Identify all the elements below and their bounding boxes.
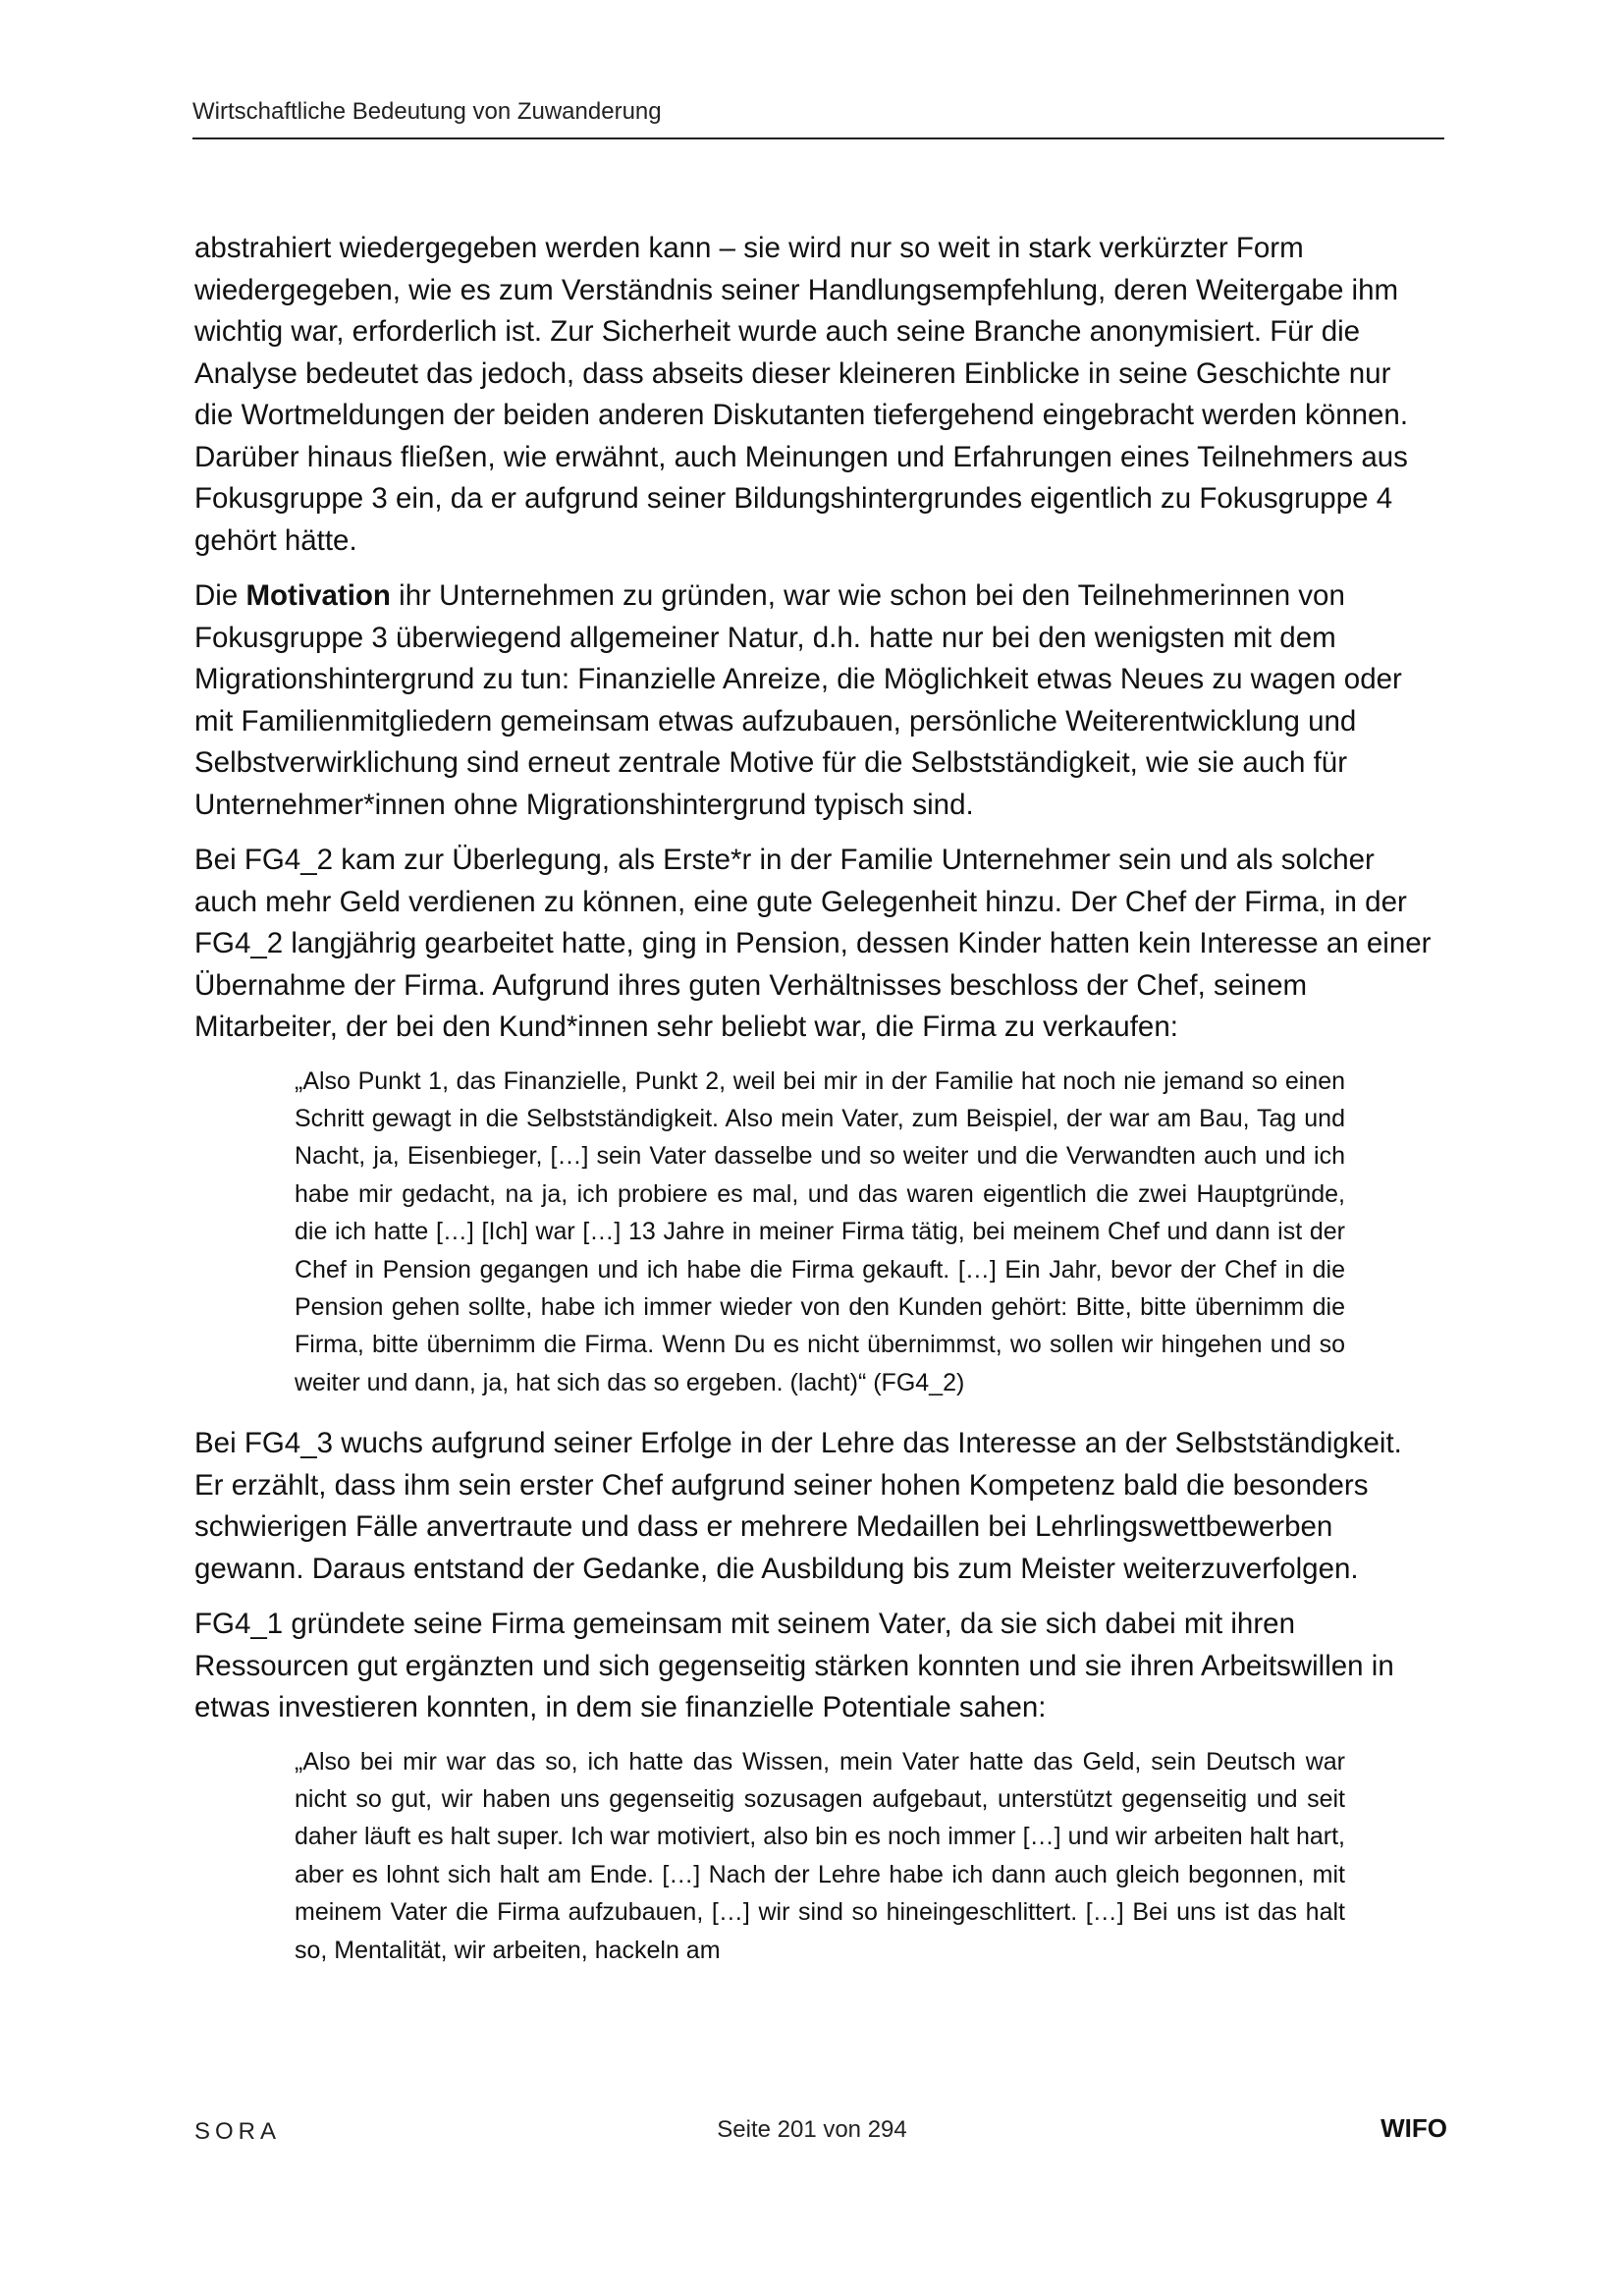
- motivation-keyword: Motivation: [245, 579, 391, 612]
- motivation-text: ihr Unternehmen zu gründen, war wie schon bei den Teilnehmerinnen von Fokusgruppe 3 überwiegend allgemeiner Natur, d.h. hatte nur bei den wenigsten mit dem Migrationshintergrund zu tun: Finanzielle Anreize, die Möglichkeit etwas Neues zu wagen oder mit Familienmitgliedern gemeinsam etwas aufzubauen, persönliche Weiterentwicklung und Selbstverwirklichung sind erneut zentrale Motive für die Selbstständigkeit, wie sie auch für Unternehmer*innen ohne Migrationshintergrund typisch sind.: [194, 579, 1402, 821]
- page-header: [192, 94, 1444, 139]
- running-title: Wirtschaftliche Bedeutung von Zuwanderung: [192, 98, 662, 125]
- paragraph-anonymization: abstrahiert wiedergegeben werden kann – sie wird nur so weit in stark verkürzter Form wiedergegeben, wie es zum Verständnis seiner Handlungsempfehlung, deren Weitergabe ihm wichtig war, erforderlich ist. Zur Sicherheit wurde auch seine Branche anonymisiert. Für die Analyse bedeutet das jedoch, dass abseits dieser kleineren Einblicke in seine Geschichte nur die Wortmeldungen der beiden anderen Diskutanten tiefergehend eingebracht werden können. Darüber hinaus fließen, wie erwähnt, auch Meinungen und Erfahrungen eines Teilnehmers aus Fokusgruppe 3 ein, da er aufgrund seiner Bildungshintergrundes eigentlich zu Fokusgruppe 4 gehört hätte.: [194, 232, 1409, 557]
- motivation-intro: Die: [194, 579, 246, 612]
- page-content: [194, 228, 1432, 1991]
- paragraph-fg4-3: Bei FG4_3 wuchs aufgrund seiner Erfolge in der Lehre das Interesse an der Selbstständigkeit. Er erzählt, dass ihm sein erster Chef aufgrund seiner hohen Kompetenz bald die besonders schwierigen Fälle anvertraute und dass er mehrere Medaillen bei Lehrlingswettbewerben gewann. Daraus entstand der Gedanke, die Ausbildung bis zum Meister weiterzuverfolgen.: [194, 1427, 1402, 1585]
- paragraph-fg4-1: FG4_1 gründete seine Firma gemeinsam mit seinem Vater, da sie sich dabei mit ihren Ressourcen gut ergänzten und sich gegenseitig stärken konnten und sie ihren Arbeitswillen in etwas investieren konnten, in dem sie finanzielle Potentiale sahen:: [194, 1608, 1394, 1724]
- quote-fg4-2: „Also Punkt 1, das Finanzielle, Punkt 2, weil bei mir in der Familie hat noch nie jemand so einen Schritt gewagt in die Selbstständigkeit. Also mein Vater, zum Beispiel, der war am Bau, Tag und Nacht, ja, Eisenbieger, […] sein Vater dasselbe und so weiter und die Verwandten auch und ich habe mir gedacht, na ja, ich probiere es mal, und das waren eigentlich die zwei Hauptgründe, die ich hatte […] [Ich] war […] 13 Jahre in meiner Firma tätig, bei meinem Chef und dann ist der Chef in Pension gegangen und ich habe die Firma gekauft. […] Ein Jahr, bevor der Chef in die Pension gehen sollte, habe ich immer wieder von den Kunden gehört: Bitte, bitte übernimm die Firma, bitte übernimm die Firma. Wenn Du es nicht übernimmst, wo sollen wir hingehen und so weiter und dann, ja, hat sich das so ergeben. (lacht)“ (FG4_2): [295, 1066, 1345, 1396]
- page-number: Seite 201 von 294: [717, 2116, 907, 2143]
- footer-sora-logo: SORA: [194, 2118, 282, 2145]
- paragraph-fg4-2: Bei FG4_2 kam zur Überlegung, als Erste*r in der Familie Unternehmer sein und als solcher auch mehr Geld verdienen zu können, eine gute Gelegenheit hinzu. Der Chef der Firma, in der FG4_2 langjährig gearbeitet hatte, ging in Pension, dessen Kinder hatten kein Interesse an einer Übernahme der Firma. Aufgrund ihres guten Verhältnisses beschloss der Chef, seinem Mitarbeiter, der bei den Kund*innen sehr beliebt war, die Firma zu verkaufen:: [194, 844, 1432, 1043]
- quote-fg4-1: „Also bei mir war das so, ich hatte das Wissen, mein Vater hatte das Geld, sein Deutsch war nicht so gut, wir haben uns gegenseitig sozusagen aufgebaut, unterstützt gegenseitig und seit daher läuft es halt super. Ich war motiviert, also bin es noch immer […] und wir arbeiten halt hart, aber es lohnt sich halt am Ende. […] Nach der Lehre habe ich dann auch gleich begonnen, mit meinem Vater die Firma aufzubauen, […] wir sind so hineingeschlittert. […] Bei uns ist das halt so, Mentalität, wir arbeiten, hackeln am: [295, 1747, 1345, 1964]
- footer-wifo-logo: WIFO: [1380, 2113, 1447, 2143]
- paragraph-motivation: [194, 575, 1432, 826]
